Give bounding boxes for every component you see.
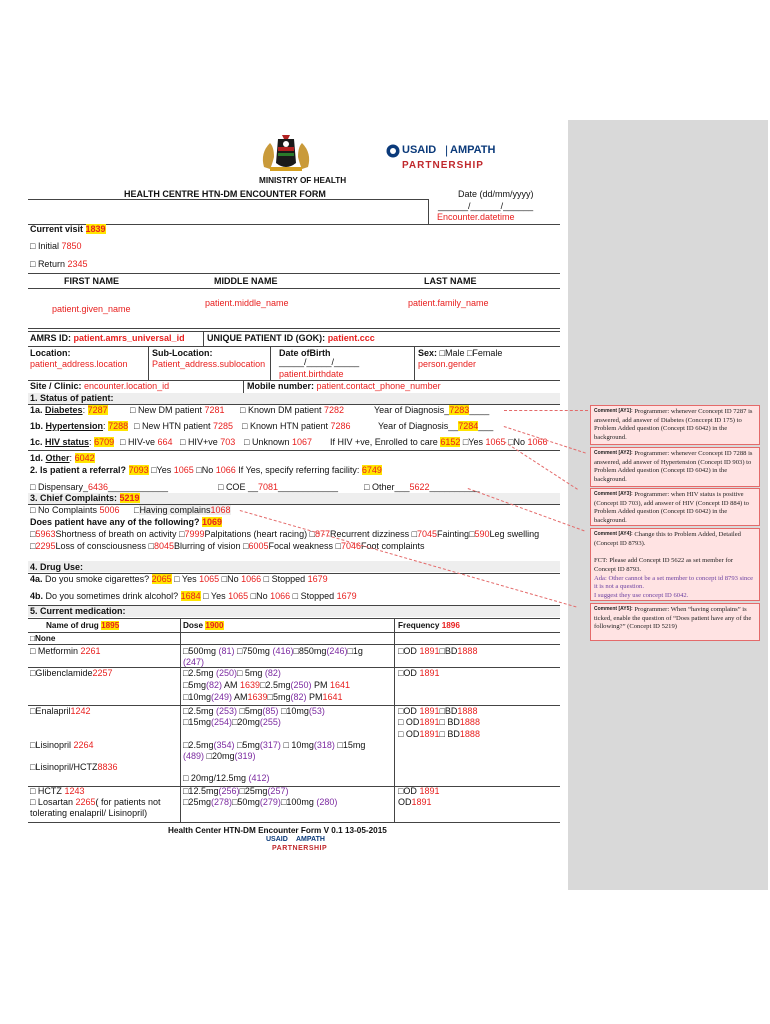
first-name-value[interactable]: patient.given_name [52, 304, 131, 314]
enrolled-to-care-question[interactable]: If HIV +ve, Enrolled to care 6152 □Yes 1065 □No 1066 [330, 437, 548, 447]
new-htn-checkbox[interactable]: □ New HTN patient 7285 [134, 421, 234, 431]
glibenclamide-dose-am[interactable]: □5mg(82) AM 1639□2.5mg(250) PM 1641 [183, 680, 351, 690]
diabetes-row: 1a. Diabetes: 7287 [30, 405, 108, 415]
comment-ay4[interactable]: $^{Comment [AY4]:}$ Change this to Problem Added, Detailed (Concept ID 8793). FCT: Please add Concept ID 5622 as set member for Concept ID 8793. Ada: Other cannot be a set member to concept id 8793 since it is not a question. I suggest they use concept ID 6042. [590, 528, 760, 601]
dispensary-checkbox[interactable]: □ Dispensary_6436____________ [30, 482, 169, 492]
date-value: Encounter.datetime [437, 212, 515, 222]
lisinopril-dose[interactable]: □2.5mg(354) □5mg(317) □ 10mg(318) □15mg [183, 740, 366, 750]
hiv-unknown-checkbox[interactable]: □ Unknown 1067 [244, 437, 313, 447]
ampath-text: AMPATH [450, 144, 496, 156]
lisinopril-frequency[interactable]: □ OD1891□ BD1888 [398, 717, 480, 727]
form-title: HEALTH CENTRE HTN-DM ENCOUNTER FORM [124, 189, 326, 199]
hiv-status-row: 1c. HIV status: 6709 [30, 437, 115, 447]
metformin-row[interactable]: □ Metformin 2261 [30, 646, 101, 656]
losartan-dose[interactable]: □25mg(278)□50mg(279)□100mg (280) [183, 797, 338, 807]
metformin-dose[interactable]: □500mg (81) □750mg (416)□850mg(246)□1g [183, 646, 363, 656]
location-label: Location: [30, 348, 71, 358]
hctz-dose[interactable]: □12.5mg(256)□25mg(257) [183, 786, 289, 796]
hypertension-row: 1b. Hypertension: 7288 [30, 421, 129, 431]
logo-divider: | [445, 143, 449, 157]
other-status-row[interactable]: 1d. Other: 6042 [30, 453, 95, 463]
hiv-positive-checkbox[interactable]: □ HIV+ve 703 [180, 437, 236, 447]
last-name-value[interactable]: patient.family_name [408, 298, 489, 308]
ministry-label: MINISTRY OF HEALTH [259, 176, 347, 185]
known-dm-checkbox[interactable]: □ Known DM patient 7282 [240, 405, 345, 415]
sublocation-value[interactable]: Patient_address.sublocation [152, 359, 266, 369]
site-clinic-field[interactable]: Site / Clinic: encounter.location_id [30, 381, 170, 391]
losartan-row-cont: tolerating enalapril/ Lisinopril) [30, 808, 148, 818]
enalapril-dose[interactable]: □2.5mg (253) □5mg(85) □10mg(53) [183, 706, 325, 716]
status-heading: 1. Status of patient: [30, 393, 114, 403]
dob-blank: _____/_____/_____ [279, 357, 360, 367]
glibenclamide-frequency[interactable]: □OD 1891 [398, 668, 440, 678]
visit-initial-checkbox[interactable]: □ Initial 7850 [30, 241, 82, 251]
symptoms-row-2[interactable]: □2295Loss of consciousness □8045Blurring of vision □6005Focal weakness □7046Foot complaints [30, 541, 425, 551]
visit-return-checkbox[interactable]: □ Return 2345 [30, 259, 88, 269]
middle-name-value[interactable]: patient.middle_name [205, 298, 289, 308]
hctz-frequency[interactable]: □OD 1891 [398, 786, 440, 796]
new-dm-checkbox[interactable]: □ New DM patient 7281 [130, 405, 225, 415]
usaid-ampath-logo [386, 142, 498, 176]
current-medication-heading: 5. Current medication: [30, 606, 126, 616]
htn-year-of-diagnosis[interactable]: Year of Diagnosis__7284___ [378, 421, 494, 431]
comment-ay2[interactable]: $^{Comment [AY2]:}$ Programmer: whenever Cconcept ID 7288 is answered, add answer of Hypertension (Concept ID 903) to Problem Added question (Concept ID 6042) in the background. [590, 447, 760, 487]
sublocation-label: Sub-Location: [152, 348, 213, 358]
enalapril-dose-cont[interactable]: □15mg(254)□20mg(255) [183, 717, 281, 727]
no-complaints-checkbox[interactable]: □ No Complaints 5006 [30, 505, 120, 515]
referral-question[interactable]: 2. Is patient a referral? 7093 □Yes 1065 □No 1066 If Yes, specify referring facility: 6749 [30, 465, 382, 475]
smoke-question[interactable]: 4a. Do you smoke cigarettes? 2065 □ Yes 1065 □No 1066 □ Stopped 1679 [30, 574, 328, 584]
current-visit-label: Current visit 1839 [30, 224, 106, 234]
unique-patient-id-field[interactable]: UNIQUE PATIENT ID (GOK): patient.ccc [207, 333, 375, 343]
symptoms-row-1[interactable]: □5963Shortness of breath on activity □7999Palpitations (heart racing) □877Recurrent dizziness □7045Fainting□590Leg swelling [30, 529, 540, 539]
glibenclamide-dose-pm[interactable]: □10mg(249) AM1639□5mg(82) PM1641 [183, 692, 343, 702]
metformin-frequency[interactable]: □OD 1891□BD1888 [398, 646, 478, 656]
chief-complaints-heading: 3. Chief Complaints: 5219 [30, 493, 140, 503]
comment-ay1[interactable]: $^{Comment [AY1]:}$ Programmer: whenever Cconcept ID 7287 is answered, add answer of Diabetes (Conccept ID 175) to Problem Added question (Concept ID 6042) in the background. [590, 405, 760, 445]
drug-name-column: Name of drug 1895 [46, 621, 120, 630]
enalapril-row[interactable]: □Enalapril1242 [30, 706, 91, 716]
medication-none-checkbox[interactable]: □None [30, 634, 56, 643]
coe-checkbox[interactable]: □ COE __7081____________ [218, 482, 339, 492]
any-following-question: Does patient have any of the following? 1069 [30, 517, 223, 527]
losartan-row[interactable]: □ Losartan 2265( for patients not [30, 797, 161, 807]
other-facility-checkbox[interactable]: □ Other___5622__________ [364, 482, 480, 492]
amrs-id-field[interactable]: AMRS ID: patient.amrs_universal_id [30, 333, 185, 343]
date-blank: ______/______/______ [438, 201, 534, 211]
sex-field[interactable]: Sex: □Male □Female [418, 348, 503, 358]
frequency-column: Frequency 1896 [398, 621, 460, 630]
location-value[interactable]: patient_address.location [30, 359, 128, 369]
last-name-label: LAST NAME [424, 276, 477, 286]
glibenclamide-dose[interactable]: □2.5mg (250)□ 5mg (82) [183, 668, 281, 678]
dm-year-of-diagnosis[interactable]: Year of Diagnosis_7283____ [374, 405, 490, 415]
mobile-number-field[interactable]: Mobile number: patient.contact_phone_number [247, 381, 441, 391]
drug-use-heading: 4. Drug Use: [30, 562, 84, 572]
comment-connector [504, 410, 588, 411]
date-label: Date (dd/mm/yyyy) [458, 189, 534, 199]
comment-ay3[interactable]: $^{Comment [AY3]:}$ Programmer: when HIV status is positive (Concept ID 703), add answer of HIV (Concept ID 884) to Problem Added question (Concept ID 6042) in the background. [590, 488, 760, 526]
footer-text: Health Center HTN-DM Encounter Form V 0.1 13-05-2015 [168, 826, 387, 835]
hctz-row[interactable]: □ HCTZ 1243 [30, 786, 85, 796]
partnership-text: PARTNERSHIP [402, 160, 484, 171]
lisinopril-row[interactable]: □Lisinopril 2264 [30, 740, 94, 750]
hiv-negative-checkbox[interactable]: □ HIV-ve 664 [120, 437, 173, 447]
first-name-label: FIRST NAME [64, 276, 119, 286]
lisinopril-hctz-dose[interactable]: □ 20mg/12.5mg (412) [183, 773, 270, 783]
enalapril-frequency[interactable]: □OD 1891□BD1888 [398, 706, 478, 716]
middle-name-label: MIDDLE NAME [214, 276, 278, 286]
comment-ay5[interactable]: $^{Comment [AY5]:}$ Programmer: When “having complains” is ticked, enable the question of “Does patient have any of the following?” (Concept ID 5219) [590, 603, 760, 641]
dob-value[interactable]: patient.birthdate [279, 369, 344, 379]
dob-label: Date ofBirth [279, 348, 331, 358]
usaid-text: USAID [402, 144, 437, 156]
alcohol-question[interactable]: 4b. Do you sometimes drink alcohol? 1684 □ Yes 1065 □No 1066 □ Stopped 1679 [30, 591, 357, 601]
dose-column: Dose 1900 [183, 621, 224, 630]
lisinopril-hctz-row[interactable]: □Lisinopril/HCTZ8836 [30, 762, 118, 772]
glibenclamide-row[interactable]: □Glibenclamide2257 [30, 668, 113, 678]
metformin-dose-cont: (247) [183, 657, 205, 667]
lisinopril-hctz-frequency[interactable]: □ OD1891□ BD1888 [398, 729, 480, 739]
lisinopril-dose-cont[interactable]: (489) □20mg(319) [183, 751, 256, 761]
sex-value[interactable]: person.gender [418, 359, 477, 369]
losartan-frequency[interactable]: OD1891 [398, 797, 432, 807]
having-complains-checkbox[interactable]: □Having complains1068 [134, 505, 231, 515]
footer-usaid-ampath-logo: USAID AMPATH PARTNERSHIP [266, 836, 328, 852]
kenya-coat-of-arms-logo [258, 133, 314, 173]
known-htn-checkbox[interactable]: □ Known HTN patient 7286 [242, 421, 351, 431]
